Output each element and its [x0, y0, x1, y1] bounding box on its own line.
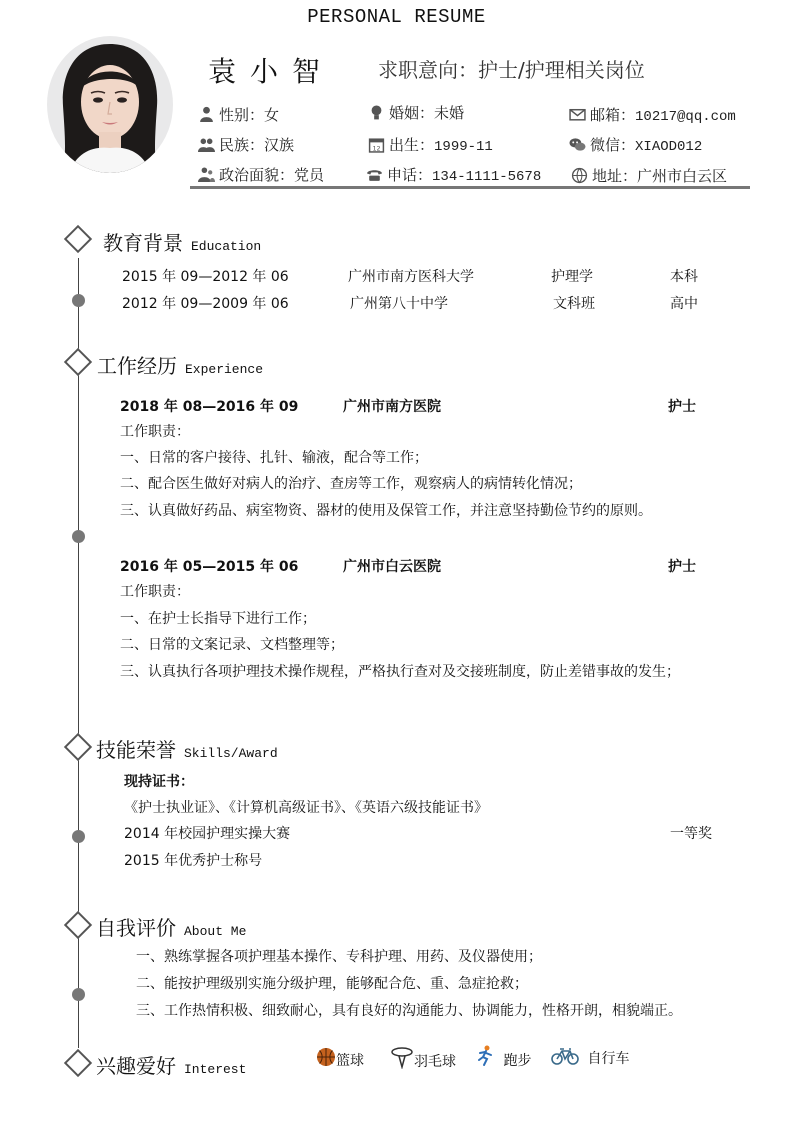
section-subtitle: Experience — [185, 362, 264, 377]
info-gender — [198, 104, 279, 125]
section-subtitle: Skills/Award — [184, 746, 278, 761]
job-intent: 求职意向：护士/护理相关岗位 — [378, 58, 645, 82]
marriage-value: 未婚 — [434, 104, 465, 122]
marriage-label: 婚姻： — [389, 104, 435, 122]
section-title: 自我评价 — [96, 916, 176, 940]
info-birth — [368, 134, 493, 155]
award-item: 2015 年优秀护士称号 — [124, 853, 263, 869]
interest-label: 自行车 — [587, 1051, 630, 1067]
section-marker — [64, 1049, 92, 1077]
edu-degree: 高中 — [670, 296, 698, 312]
award-item: 2014 年校园护理实操大赛 — [124, 826, 291, 842]
politics-label: 政治面貌： — [219, 166, 295, 184]
job-duty: 二、日常的文案记录、文档整理等； — [120, 637, 344, 653]
bicycle-icon — [551, 1047, 579, 1065]
interest-item — [390, 1047, 456, 1071]
edu-school: 广州第八十中学 — [350, 296, 448, 312]
section-marker — [64, 348, 92, 376]
gender-label: 性别： — [219, 106, 265, 124]
info-ethnicity — [198, 134, 294, 155]
edu-major: 护理学 — [551, 269, 593, 285]
email-label: 邮箱： — [590, 106, 636, 124]
info-address — [571, 165, 727, 186]
section-title: 兴趣爱好 — [96, 1054, 176, 1078]
interest-item — [316, 1047, 364, 1070]
info-email — [569, 104, 736, 125]
ethnicity-label: 民族： — [219, 136, 265, 154]
politics-value: 党员 — [294, 166, 325, 184]
about-line: 三、工作热情积极、细致耐心，具有良好的沟通能力、协调能力，性格开朗，相貌端正。 — [136, 1003, 682, 1019]
interest-label: 篮球 — [336, 1053, 364, 1069]
address-value: 广州市白云区 — [637, 167, 728, 185]
section-title: 工作经历 — [97, 354, 177, 378]
people-icon — [198, 166, 215, 183]
edu-major: 文科班 — [553, 296, 595, 312]
edu-school: 广州市南方医科大学 — [348, 269, 474, 285]
header-divider — [190, 186, 750, 189]
wechat-value: XIAOD012 — [635, 139, 703, 155]
birth-value: 1999-11 — [434, 139, 493, 155]
job-period: 2018 年 08—2016 年 09 — [120, 399, 299, 415]
ethnicity-value: 汉族 — [264, 136, 295, 154]
bulb-icon — [368, 104, 385, 121]
edu-degree: 本科 — [670, 269, 698, 285]
section-marker — [64, 225, 92, 253]
section-marker — [64, 911, 92, 939]
section-subtitle: Education — [191, 239, 262, 254]
job-role: 护士 — [668, 559, 696, 575]
award-level: 一等奖 — [670, 826, 712, 842]
basketball-icon — [316, 1047, 336, 1067]
address-label: 地址： — [592, 167, 638, 185]
about-line: 二、能按护理级别实施分级护理，能够配合危、重、急症抢救； — [136, 976, 528, 992]
gender-value: 女 — [264, 106, 280, 124]
phone-label: 申话： — [387, 166, 433, 184]
calendar-icon — [368, 136, 385, 153]
section-subtitle: Interest — [184, 1062, 247, 1077]
cert-label: 现持证书： — [124, 774, 194, 790]
wechat-label: 微信： — [590, 136, 636, 154]
section-title: 教育背景 — [103, 231, 183, 255]
section-about-heading — [96, 912, 246, 941]
profile-photo — [47, 36, 173, 173]
about-line: 一、熟练掌握各项护理基本操作、专科护理、用药、及仪器使用； — [136, 949, 542, 965]
edu-period: 2012 年 09—2009 年 06 — [122, 296, 289, 312]
section-experience-heading — [97, 350, 263, 379]
badminton-icon — [390, 1047, 414, 1069]
interest-label: 跑步 — [503, 1053, 532, 1069]
section-skills-heading — [96, 734, 278, 763]
job-period: 2016 年 05—2015 年 06 — [120, 559, 299, 575]
job-duty: 一、日常的客户接待、扎针、输液，配合等工作； — [120, 450, 428, 466]
job-duty-label: 工作职责： — [120, 424, 190, 440]
info-politics — [198, 164, 324, 185]
birth-label: 出生： — [389, 136, 435, 154]
phone-value: 134-1111-5678 — [432, 169, 542, 185]
info-phone — [366, 164, 541, 185]
telephone-icon — [366, 166, 383, 183]
location-icon — [571, 167, 588, 184]
email-value: 10217@qq.com — [635, 109, 736, 125]
job-duty: 三、认真执行各项护理技术操作规程，严格执行查对及交接班制度，防止差错事故的发生； — [120, 664, 680, 680]
candidate-name: 袁小智 — [208, 55, 335, 88]
interest-item — [551, 1047, 629, 1068]
person-icon — [198, 106, 215, 123]
section-education-heading — [103, 227, 261, 256]
section-title: 技能荣誉 — [96, 738, 176, 762]
job-duty: 三、认真做好药品、病室物资、器材的使用及保管工作，并注意坚持勤俭节约的原则。 — [120, 503, 652, 519]
section-marker — [64, 733, 92, 761]
info-wechat — [569, 134, 702, 155]
section-subtitle: About Me — [184, 924, 247, 939]
timeline-dot — [72, 530, 85, 543]
job-org: 广州市南方医院 — [343, 399, 441, 415]
section-interest-heading — [96, 1050, 246, 1079]
document-title: PERSONAL RESUME — [307, 6, 486, 28]
info-marriage — [368, 102, 464, 123]
wechat-icon — [569, 136, 586, 153]
edu-period: 2015 年 09—2012 年 06 — [122, 269, 289, 285]
timeline-dot — [72, 294, 85, 307]
job-org: 广州市白云医院 — [343, 559, 441, 575]
interest-label: 羽毛球 — [414, 1054, 456, 1070]
timeline-dot — [72, 830, 85, 843]
job-duty: 一、在护士长指导下进行工作； — [120, 611, 316, 627]
job-duty: 二、配合医生做好对病人的治疗、查房等工作，观察病人的病情转化情况； — [120, 476, 582, 492]
job-duty-label: 工作职责： — [120, 584, 190, 600]
job-role: 护士 — [668, 399, 696, 415]
group-icon — [198, 136, 215, 153]
svg-text:12: 12 — [372, 144, 381, 153]
cert-list: 《护士执业证》、《计算机高级证书》、《英语六级技能证书》 — [124, 800, 488, 816]
running-icon — [474, 1045, 496, 1067]
mail-icon — [569, 106, 586, 123]
timeline-dot — [72, 988, 85, 1001]
interest-item — [474, 1045, 531, 1070]
